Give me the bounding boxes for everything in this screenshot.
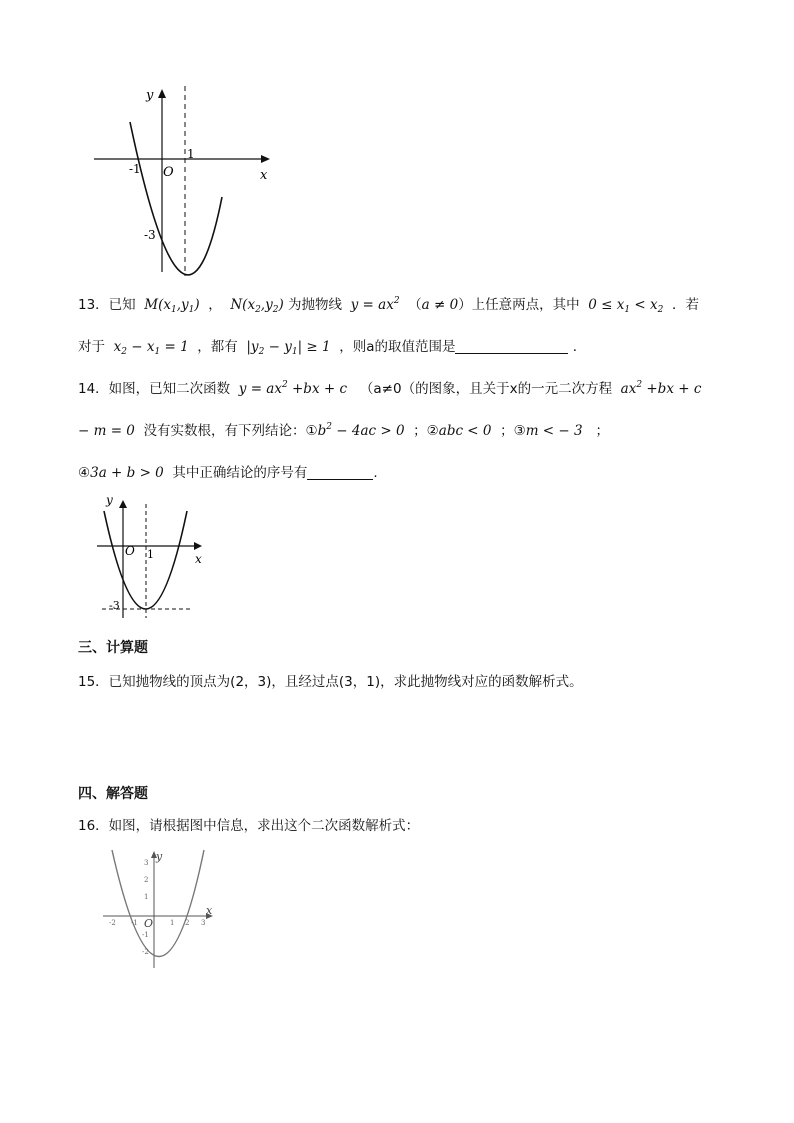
y-tick-label: -1 xyxy=(142,931,149,939)
y-tick-label: 2 xyxy=(144,876,149,884)
question-13-line-1 xyxy=(78,296,699,314)
y-axis-arrow xyxy=(119,500,127,508)
answer-blank-14[interactable] xyxy=(307,465,373,480)
parabola-curve xyxy=(130,122,222,275)
y-tick-label: -2 xyxy=(142,948,149,956)
abs-difference-y: $|y_2 - y_1| \ge 1$ xyxy=(246,339,331,357)
x-tick-label: 3 xyxy=(201,919,206,927)
conclusion-4: 3a + b > 0 xyxy=(90,465,164,481)
text-range-of-a: ，则a的取值范围是 xyxy=(339,339,456,355)
question-14-intro: 14．如图，已知二次函数 xyxy=(78,381,231,397)
tick-label-one: 1 xyxy=(147,548,154,561)
point-m: $M(x_1,y_1)$ xyxy=(144,297,200,315)
question-14-line-2 xyxy=(78,422,609,440)
x-tick-label: -1 xyxy=(131,919,138,927)
origin-label: O xyxy=(163,165,174,180)
x-axis-arrow xyxy=(261,155,270,163)
question-13-line-2 xyxy=(78,338,586,356)
origin-label: O xyxy=(125,544,135,558)
quadratic-equation: $y = ax^2 +bx + c$ xyxy=(238,380,348,397)
text-correct-conclusions: 其中正确结论的序号有 xyxy=(172,465,308,481)
y-axis-label: y xyxy=(106,493,113,507)
circle-4: ④ xyxy=(78,465,91,481)
difference-x2-x1: $x_2 - x_1 = 1$ xyxy=(113,339,189,357)
answer-blank-13[interactable] xyxy=(455,339,568,354)
period: . xyxy=(373,465,378,481)
text-condition: （a≠0（的图象，且关于x的一元二次方程 xyxy=(359,381,613,397)
conclusion-3: m < − 3 xyxy=(525,423,583,439)
paren-close: ） xyxy=(458,297,472,313)
y-axis-label: y xyxy=(156,850,163,863)
minus-m-equation: − m = 0 xyxy=(78,423,135,439)
conclusion-2: abc < 0 xyxy=(438,423,492,439)
x-tick-label: 2 xyxy=(185,919,190,927)
separator: ； xyxy=(413,423,427,439)
point-n: $N(x_2,y_2)$ xyxy=(230,297,284,315)
text-any-two-points: 上任意两点，其中 xyxy=(471,297,580,313)
comma: ， xyxy=(208,297,222,313)
paren-open: （ xyxy=(408,297,422,313)
circle-2: ② xyxy=(426,423,439,439)
figure-q14-parabola xyxy=(94,492,214,622)
question-14-line-1 xyxy=(78,380,701,398)
inequality-x1-x2: $0 \le x_1 < x_2$ xyxy=(588,297,664,315)
y-axis-label: y xyxy=(146,88,154,103)
text-parabola: 为抛物线 xyxy=(288,297,343,313)
text-always: ，都有 xyxy=(197,339,238,355)
x-axis-label: x xyxy=(206,904,213,917)
y-tick-label: 1 xyxy=(144,893,149,901)
tick-label-neg-three: -3 xyxy=(109,599,120,612)
figure-q12-parabola xyxy=(90,84,275,279)
circle-3: ③ xyxy=(513,423,526,439)
question-15: 15．已知抛物线的顶点为(2，3)，且经过点(3，1)，求此抛物线对应的函数解析式。 xyxy=(78,674,583,690)
condition-a-nonzero: a ≠ 0 xyxy=(421,297,459,313)
x-tick-label: -2 xyxy=(109,919,116,927)
tick-label-neg-three: -3 xyxy=(144,228,156,242)
tick-label-neg-one: -1 xyxy=(129,162,141,176)
parabola-equation: $y = ax^2$ xyxy=(350,296,400,313)
question-14-line-3 xyxy=(78,464,378,482)
circle-1: ① xyxy=(305,423,318,439)
separator: ； xyxy=(500,423,514,439)
text-for: 对于 xyxy=(78,339,105,355)
section-three-title: 三、计算题 xyxy=(78,640,148,656)
quadratic-equation-2: $ax^2 +bx + c$ xyxy=(620,380,702,397)
section-four-title: 四、解答题 xyxy=(78,786,148,802)
y-tick-label: 3 xyxy=(144,859,149,867)
text-no-real-roots: 没有实数根，有下列结论： xyxy=(143,423,306,439)
x-axis-arrow xyxy=(194,542,202,550)
origin-label: O xyxy=(144,917,154,930)
y-axis-arrow xyxy=(158,89,166,98)
x-axis-label: x xyxy=(195,552,202,566)
conclusion-1: $b^2 - 4ac > 0$ xyxy=(317,422,405,439)
x-tick-label: 1 xyxy=(170,919,175,927)
figure-q16-parabola xyxy=(100,848,220,970)
period: ． xyxy=(572,339,587,355)
question-13-intro: 13．已知 xyxy=(78,297,136,313)
tick-label-one: 1 xyxy=(187,147,195,161)
parabola-curve xyxy=(112,850,204,957)
text-if: ．若 xyxy=(671,297,699,313)
x-axis-label: x xyxy=(260,168,268,183)
question-16: 16．如图，请根据图中信息，求出这个二次函数解析式： xyxy=(78,818,420,834)
separator: ； xyxy=(595,423,609,439)
